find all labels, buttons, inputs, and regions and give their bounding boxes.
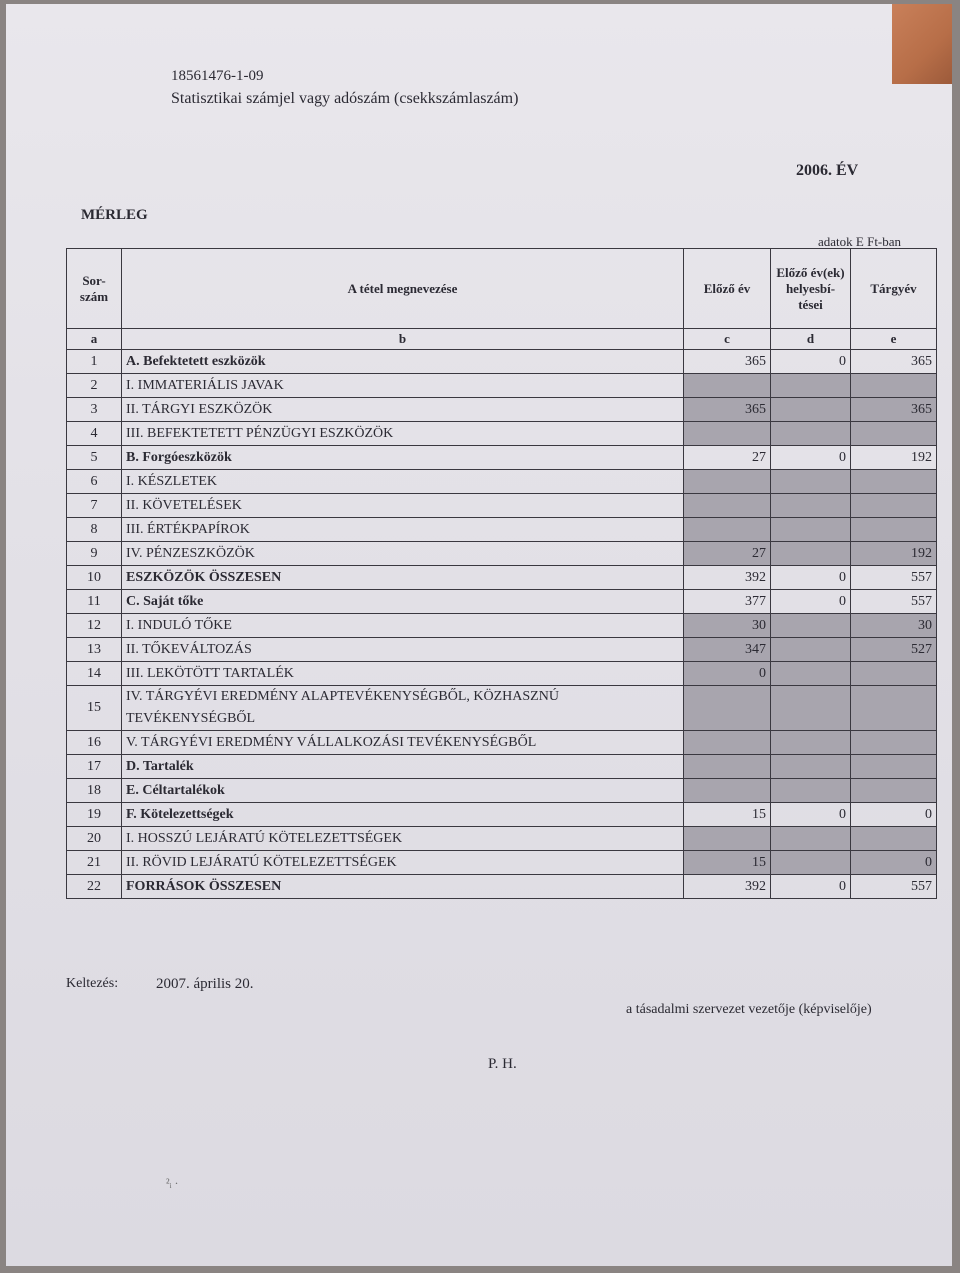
row-name: B. Forgóeszközök	[122, 446, 684, 470]
row-adj-value: 0	[771, 446, 851, 470]
row-number: 4	[67, 422, 122, 446]
row-prev-value	[684, 827, 771, 851]
table-row	[67, 494, 937, 518]
row-name: III. ÉRTÉKPAPÍROK	[122, 518, 684, 542]
row-cur-value	[851, 731, 937, 755]
row-number: 5	[67, 446, 122, 470]
row-number: 3	[67, 398, 122, 422]
background-corner	[892, 4, 952, 84]
row-prev-value: 392	[684, 875, 771, 899]
column-letters-row	[67, 329, 937, 350]
table-row	[67, 779, 937, 803]
row-cur-value: 365	[851, 350, 937, 374]
row-adj-value	[771, 779, 851, 803]
row-number: 19	[67, 803, 122, 827]
row-name: III. LEKÖTÖTT TARTALÉK	[122, 662, 684, 686]
row-prev-value: 30	[684, 614, 771, 638]
row-number: 1	[67, 350, 122, 374]
row-name: A. Befektetett eszközök	[122, 350, 684, 374]
row-number: 22	[67, 875, 122, 899]
row-prev-value	[684, 422, 771, 446]
table-row	[67, 518, 937, 542]
table-row	[67, 590, 937, 614]
table-body	[67, 350, 937, 899]
row-adj-value: 0	[771, 350, 851, 374]
row-name: I. INDULÓ TŐKE	[122, 614, 684, 638]
row-prev-value	[684, 779, 771, 803]
row-number: 17	[67, 755, 122, 779]
row-number: 6	[67, 470, 122, 494]
row-adj-value	[771, 662, 851, 686]
row-number: 20	[67, 827, 122, 851]
row-prev-value	[684, 686, 771, 731]
col-header-cur: Tárgyév	[851, 249, 937, 329]
row-prev-value: 27	[684, 542, 771, 566]
tax-id: 18561476-1-09	[171, 68, 264, 84]
row-number: 12	[67, 614, 122, 638]
row-adj-value	[771, 827, 851, 851]
row-name: V. TÁRGYÉVI EREDMÉNY VÁLLALKOZÁSI TEVÉKENYSÉGBŐL	[122, 731, 684, 755]
row-adj-value: 0	[771, 566, 851, 590]
row-cur-value	[851, 470, 937, 494]
row-cur-value: 557	[851, 590, 937, 614]
row-cur-value: 527	[851, 638, 937, 662]
row-number: 8	[67, 518, 122, 542]
row-cur-value: 30	[851, 614, 937, 638]
row-prev-value: 27	[684, 446, 771, 470]
date-value: 2007. április 20.	[156, 976, 254, 992]
row-name: IV. PÉNZESZKÖZÖK	[122, 542, 684, 566]
table-row	[67, 614, 937, 638]
table-row	[67, 851, 937, 875]
row-cur-value: 365	[851, 398, 937, 422]
row-cur-value: 0	[851, 851, 937, 875]
row-name: I. IMMATERIÁLIS JAVAK	[122, 374, 684, 398]
table-row	[67, 446, 937, 470]
document-page	[6, 4, 952, 1266]
row-cur-value	[851, 662, 937, 686]
col-header-name: A tétel megnevezése	[122, 249, 684, 329]
row-number: 15	[67, 686, 122, 731]
row-adj-value	[771, 398, 851, 422]
table-row	[67, 755, 937, 779]
row-name: II. RÖVID LEJÁRATÚ KÖTELEZETTSÉGEK	[122, 851, 684, 875]
row-name: II. TÁRGYI ESZKÖZÖK	[122, 398, 684, 422]
row-adj-value	[771, 470, 851, 494]
row-adj-value: 0	[771, 875, 851, 899]
row-prev-value: 365	[684, 350, 771, 374]
col-letter-c: c	[684, 329, 771, 350]
stamp-placeholder: P. H.	[488, 1056, 517, 1072]
row-number: 18	[67, 779, 122, 803]
row-prev-value	[684, 518, 771, 542]
row-cur-value	[851, 374, 937, 398]
row-cur-value: 192	[851, 542, 937, 566]
row-number: 16	[67, 731, 122, 755]
row-number: 10	[67, 566, 122, 590]
row-adj-value	[771, 374, 851, 398]
row-cur-value: 557	[851, 875, 937, 899]
col-header-adj: Előző év(ek) helyesbí-tései	[771, 249, 851, 329]
row-adj-value	[771, 851, 851, 875]
table-row	[67, 398, 937, 422]
row-prev-value: 15	[684, 851, 771, 875]
table-row	[67, 638, 937, 662]
row-name: II. TŐKEVÁLTOZÁS	[122, 638, 684, 662]
row-cur-value	[851, 779, 937, 803]
table-row	[67, 827, 937, 851]
row-prev-value: 347	[684, 638, 771, 662]
units-note: adatok E Ft-ban	[818, 234, 902, 249]
row-adj-value	[771, 614, 851, 638]
row-prev-value: 15	[684, 803, 771, 827]
row-adj-value	[771, 518, 851, 542]
table-row	[67, 542, 937, 566]
row-number: 9	[67, 542, 122, 566]
table-row	[67, 731, 937, 755]
row-cur-value	[851, 686, 937, 731]
row-name: I. KÉSZLETEK	[122, 470, 684, 494]
row-number: 14	[67, 662, 122, 686]
row-number: 2	[67, 374, 122, 398]
row-name: II. KÖVETELÉSEK	[122, 494, 684, 518]
row-name: C. Saját tőke	[122, 590, 684, 614]
date-label: Keltezés:	[66, 976, 119, 991]
row-adj-value	[771, 755, 851, 779]
row-adj-value	[771, 686, 851, 731]
row-prev-value	[684, 755, 771, 779]
col-letter-b: b	[122, 329, 684, 350]
table-row	[67, 803, 937, 827]
row-cur-value: 192	[851, 446, 937, 470]
table-row	[67, 374, 937, 398]
row-adj-value	[771, 638, 851, 662]
row-name: I. HOSSZÚ LEJÁRATÚ KÖTELEZETTSÉGEK	[122, 827, 684, 851]
report-year: 2006. ÉV	[796, 162, 859, 179]
row-adj-value	[771, 494, 851, 518]
signature-caption: a tásadalmi szervezet vezetője (képviselője)	[626, 1002, 872, 1017]
row-name: FORRÁSOK ÖSSZESEN	[122, 875, 684, 899]
row-name: IV. TÁRGYÉVI EREDMÉNY ALAPTEVÉKENYSÉGBŐL, KÖZHASZNÚ TEVÉKENYSÉGBŐL	[122, 686, 684, 731]
tax-id-label: Statisztikai számjel vagy adószám (csekkszámlaszám)	[171, 90, 519, 107]
row-name: E. Céltartalékok	[122, 779, 684, 803]
table-row	[67, 875, 937, 899]
row-cur-value	[851, 827, 937, 851]
pencil-marks: ²ᵢ ·	[166, 1176, 179, 1190]
col-letter-e: e	[851, 329, 937, 350]
row-cur-value: 0	[851, 803, 937, 827]
row-prev-value	[684, 494, 771, 518]
table-row	[67, 470, 937, 494]
row-prev-value	[684, 374, 771, 398]
row-name: ESZKÖZÖK ÖSSZESEN	[122, 566, 684, 590]
table-row	[67, 422, 937, 446]
table-row	[67, 350, 937, 374]
row-prev-value	[684, 731, 771, 755]
row-cur-value	[851, 755, 937, 779]
row-prev-value: 377	[684, 590, 771, 614]
table-row	[67, 662, 937, 686]
row-number: 7	[67, 494, 122, 518]
row-cur-value	[851, 422, 937, 446]
col-header-prev: Előző év	[684, 249, 771, 329]
row-name: D. Tartalék	[122, 755, 684, 779]
header-row	[67, 249, 937, 329]
table-row	[67, 566, 937, 590]
row-number: 11	[67, 590, 122, 614]
col-letter-d: d	[771, 329, 851, 350]
row-adj-value: 0	[771, 590, 851, 614]
col-header-no: Sor-szám	[67, 249, 122, 329]
document-title: MÉRLEG	[81, 207, 148, 223]
row-adj-value	[771, 542, 851, 566]
row-prev-value	[684, 470, 771, 494]
col-letter-a: a	[67, 329, 122, 350]
row-cur-value: 557	[851, 566, 937, 590]
row-number: 21	[67, 851, 122, 875]
row-prev-value: 365	[684, 398, 771, 422]
row-adj-value: 0	[771, 803, 851, 827]
row-prev-value: 0	[684, 662, 771, 686]
row-cur-value	[851, 494, 937, 518]
row-adj-value	[771, 422, 851, 446]
balance-sheet-table	[66, 248, 937, 899]
row-prev-value: 392	[684, 566, 771, 590]
row-cur-value	[851, 518, 937, 542]
row-name: F. Kötelezettségek	[122, 803, 684, 827]
row-name: III. BEFEKTETETT PÉNZÜGYI ESZKÖZÖK	[122, 422, 684, 446]
row-number: 13	[67, 638, 122, 662]
row-adj-value	[771, 731, 851, 755]
table-row	[67, 686, 937, 731]
